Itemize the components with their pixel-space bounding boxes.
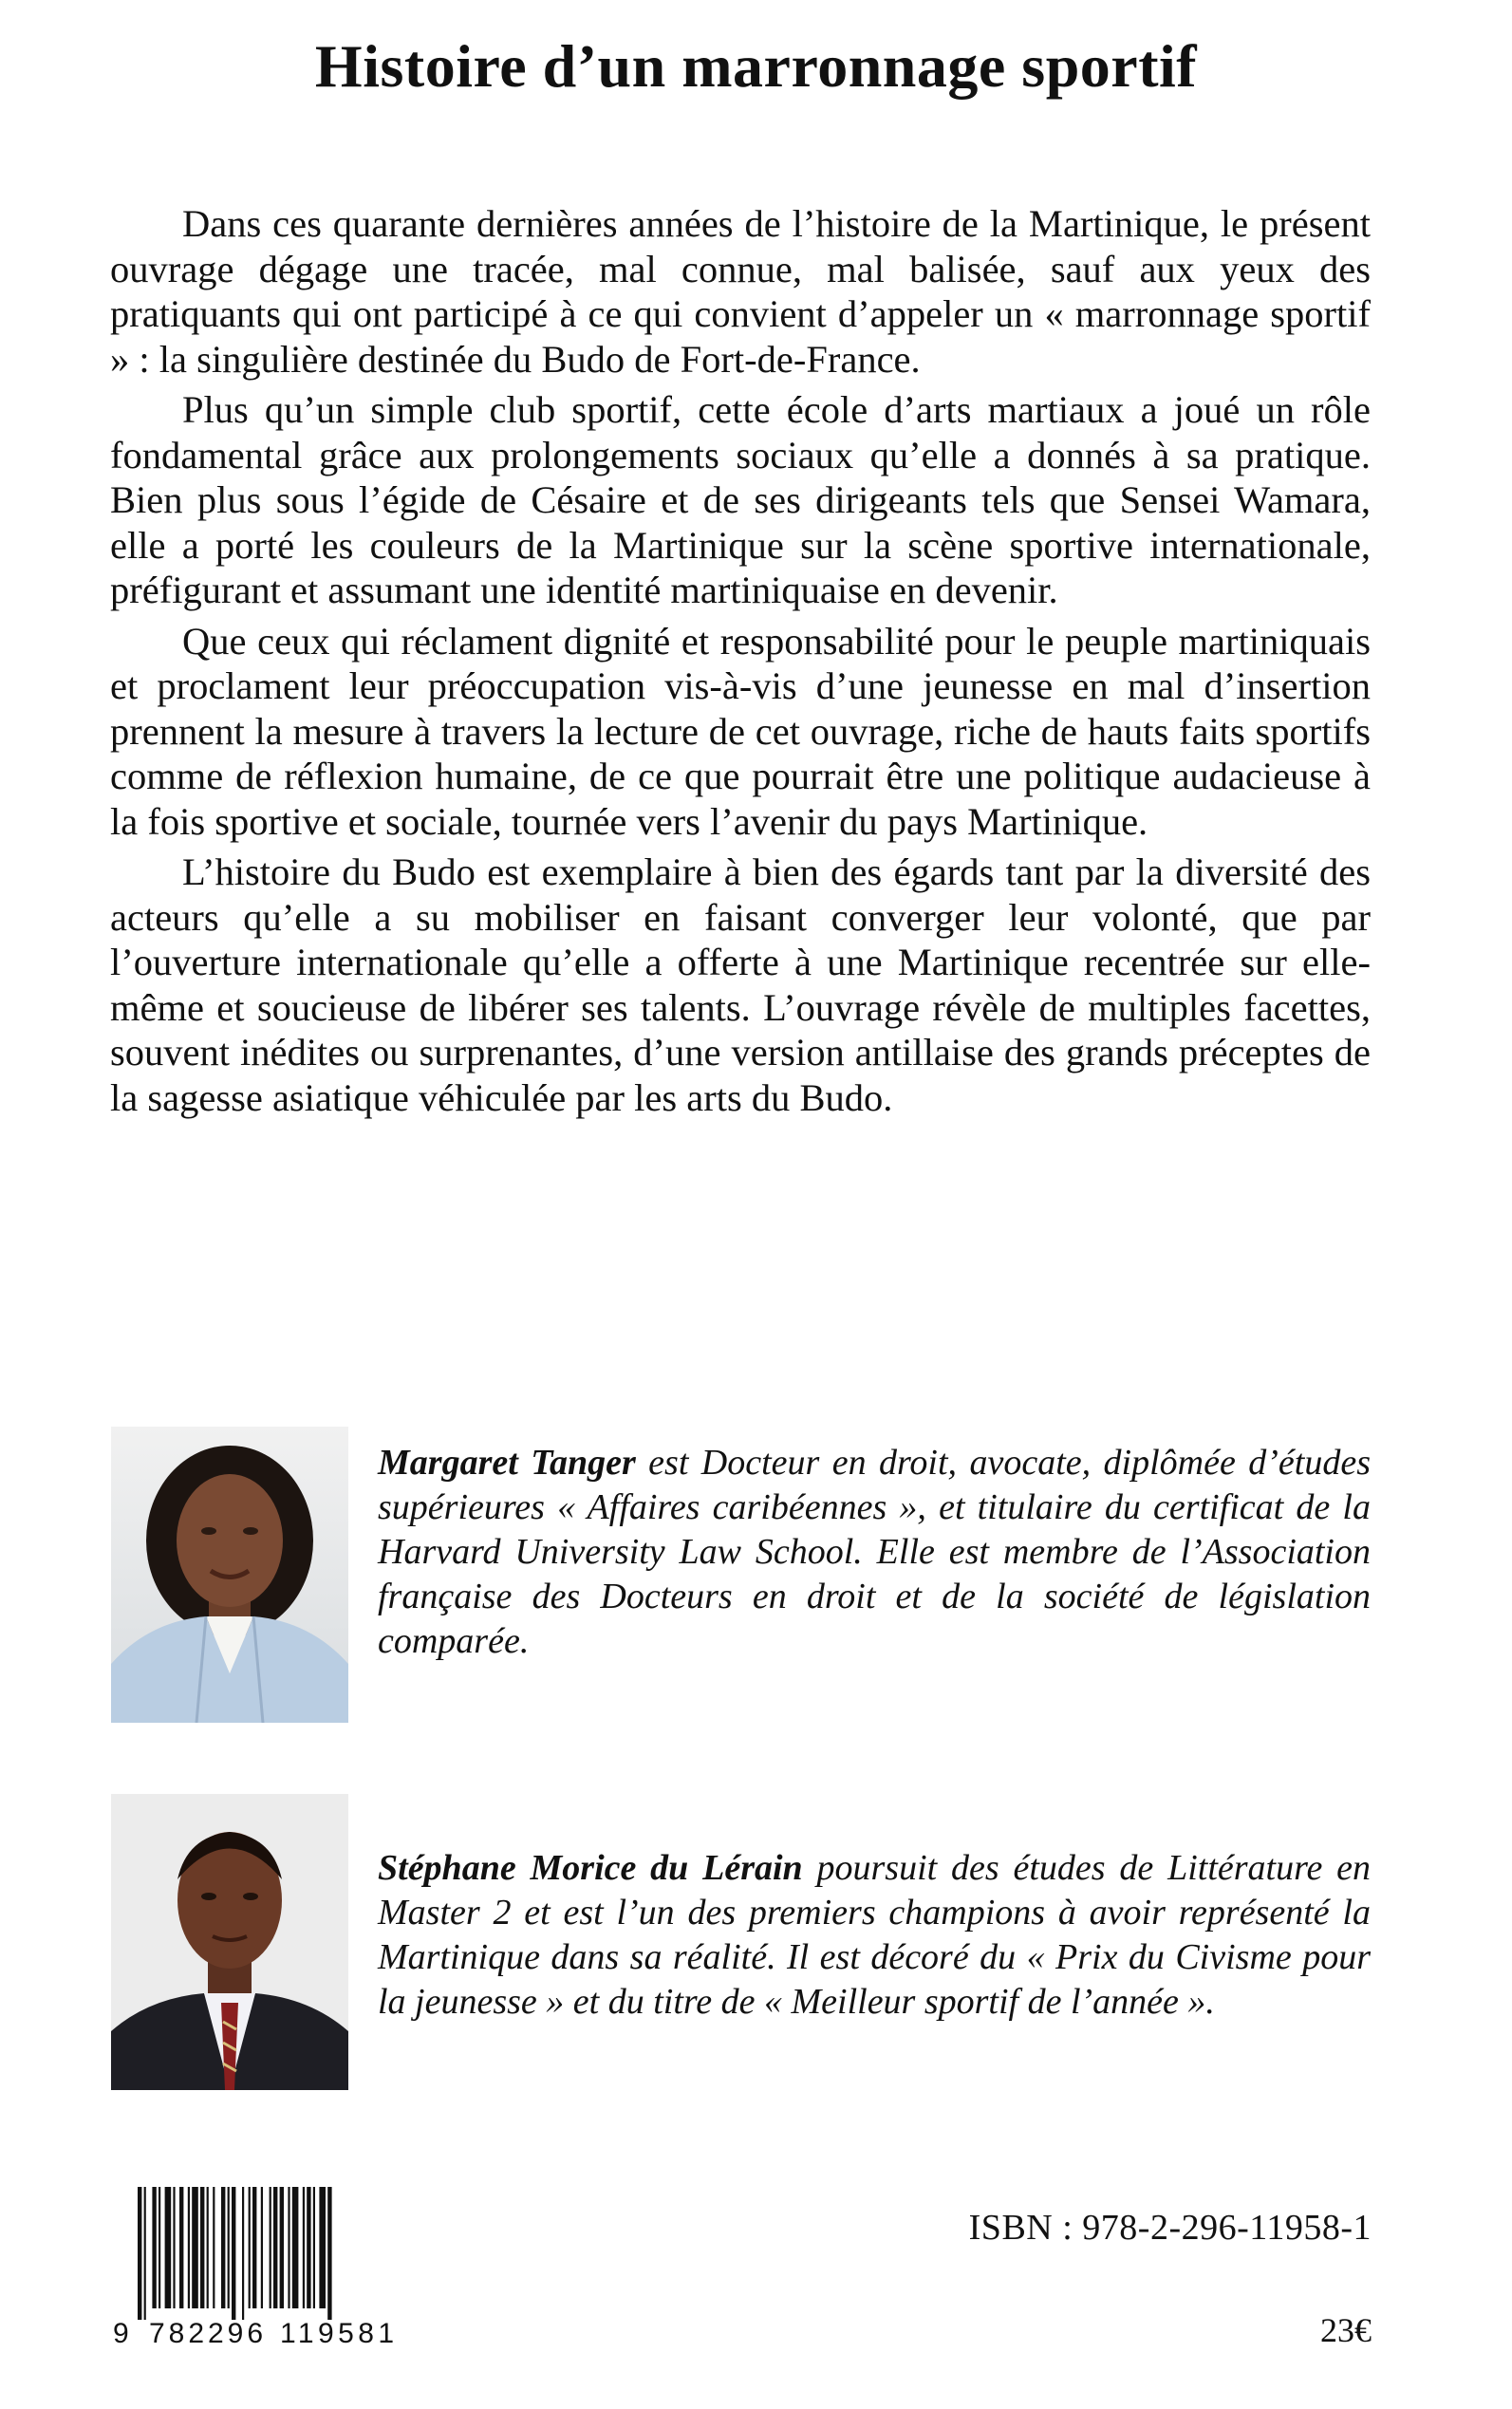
author-photo-stephane-morice-du-lerain [111, 1794, 348, 2090]
barcode-bar [207, 2187, 209, 2308]
barcode-bar [280, 2187, 284, 2308]
barcode-bar [159, 2187, 160, 2308]
barcode-bar [307, 2187, 310, 2308]
barcode-bar [213, 2187, 215, 2308]
barcode-bar [252, 2187, 256, 2308]
author-bio-margaret-tanger [378, 1441, 1371, 1664]
barcode-bar [249, 2187, 251, 2308]
barcode-bar [188, 2187, 190, 2308]
barcode-bar [327, 2187, 331, 2320]
barcode-bar [179, 2187, 183, 2308]
author-bio-stephane-morice-du-lerain [378, 1846, 1371, 2025]
barcode-bar [288, 2187, 289, 2308]
barcode-bar [165, 2187, 172, 2308]
price-label: 23€ [1320, 2311, 1372, 2349]
barcode-bars [138, 2187, 332, 2320]
barcode-bar [313, 2187, 315, 2308]
author-photo-margaret-tanger [111, 1427, 348, 1723]
barcode-bar [270, 2187, 271, 2308]
summary-paragraph: Que ceux qui réclament dignité et responsabilité pour le peuple martiniquais et proclament leur préoccupation vis-à-vis d’une jeunesse en mal d’insertion prennent la mesure à travers la lecture de cet ouvrage, riche de hauts faits sportifs comme de réflexion humaine, de ce que pourrait être une politique audacieuse à la fois sportive et sociale, tournée vers l’avenir du pays Martinique. [110, 619, 1371, 843]
barcode-bar [138, 2187, 141, 2320]
barcode-left-digits: 782296 [149, 2318, 263, 2346]
barcode-first-digit: 9 [113, 2318, 129, 2346]
summary-paragraph: Plus qu’un simple club sportif, cette école d’arts martiaux a joué un rôle fondamental grâce aux prolongements sociaux qu’elle a donnés à sa pratique. Bien plus sous l’égide de Césaire et de ses dirigeants tels que Sensei Wamara, elle a porté les couleurs de la Martinique sur la scène sportive internationale, préfigurant et assumant une identité martiniquaise en devenir. [110, 388, 1371, 611]
summary-paragraph: L’histoire du Budo est exemplaire à bien des égards tant par la diversité des acteurs qu’elle a su mobiliser en faisant converger leur volonté, que par l’ouverture internationale qu’elle a offerte à une Martinique recentrée sur elle-même et soucieuse de libérer ses talents. L’ouvrage révèle de multiples facettes, souvent inédites ou surprenantes, d’une version antillaise des grands préceptes de la sagesse asiatique véhiculée par les arts du Budo. [110, 850, 1371, 1119]
barcode-bar [319, 2187, 326, 2308]
summary-paragraph: Dans ces quarante dernières années de l’histoire de la Martinique, le présent ouvrage dégage une tracée, mal connue, mal balisée, sauf aux yeux des pratiquants qui ont participé à ce qui convient d’appeler un « marronnage sportif » : la singulière destinée du Budo de Fort-de-France. [110, 202, 1371, 381]
barcode-bar [192, 2187, 198, 2308]
barcode-bar [292, 2187, 299, 2308]
barcode-bar [152, 2187, 156, 2308]
author-name: Margaret Tanger [378, 1443, 636, 1483]
barcode-bar [242, 2187, 244, 2320]
barcode-bar [273, 2187, 277, 2308]
isbn-barcode [111, 2183, 424, 2346]
barcode-bar [173, 2187, 175, 2308]
barcode-bar [144, 2187, 146, 2320]
back-cover-summary [110, 201, 1371, 1126]
isbn-label: ISBN : 978-2-296-11958-1 [968, 2208, 1372, 2248]
barcode-bar [221, 2187, 225, 2308]
author-bio-text: poursuit des études de Littérature en Master 2 et est l’un des premiers champions à avoir représenté la Martinique dans sa réalité. Il est décoré du « Prix du Civisme pour la jeunesse » et du titre de « Meilleur sportif de l’année ». [378, 1848, 1372, 2022]
book-title: Histoire d’un marronnage sportif [314, 32, 1198, 100]
author-bio-text: est Docteur en droit, avocate, diplômée d’études supérieures « Affaires caribéennes », et titulaire du certificat de la Harvard University Law School. Elle est membre de l’Association française des Docteurs en droit et de la société de législation comparée. [378, 1443, 1371, 1661]
barcode-bar [303, 2187, 305, 2308]
author-name: Stéphane Morice du Lérain [378, 1848, 803, 1888]
barcode-bar [261, 2187, 263, 2308]
barcode-bar [228, 2187, 230, 2308]
barcode-bar [200, 2187, 204, 2308]
barcode-bar [232, 2187, 235, 2320]
barcode-right-digits: 119581 [280, 2318, 394, 2346]
